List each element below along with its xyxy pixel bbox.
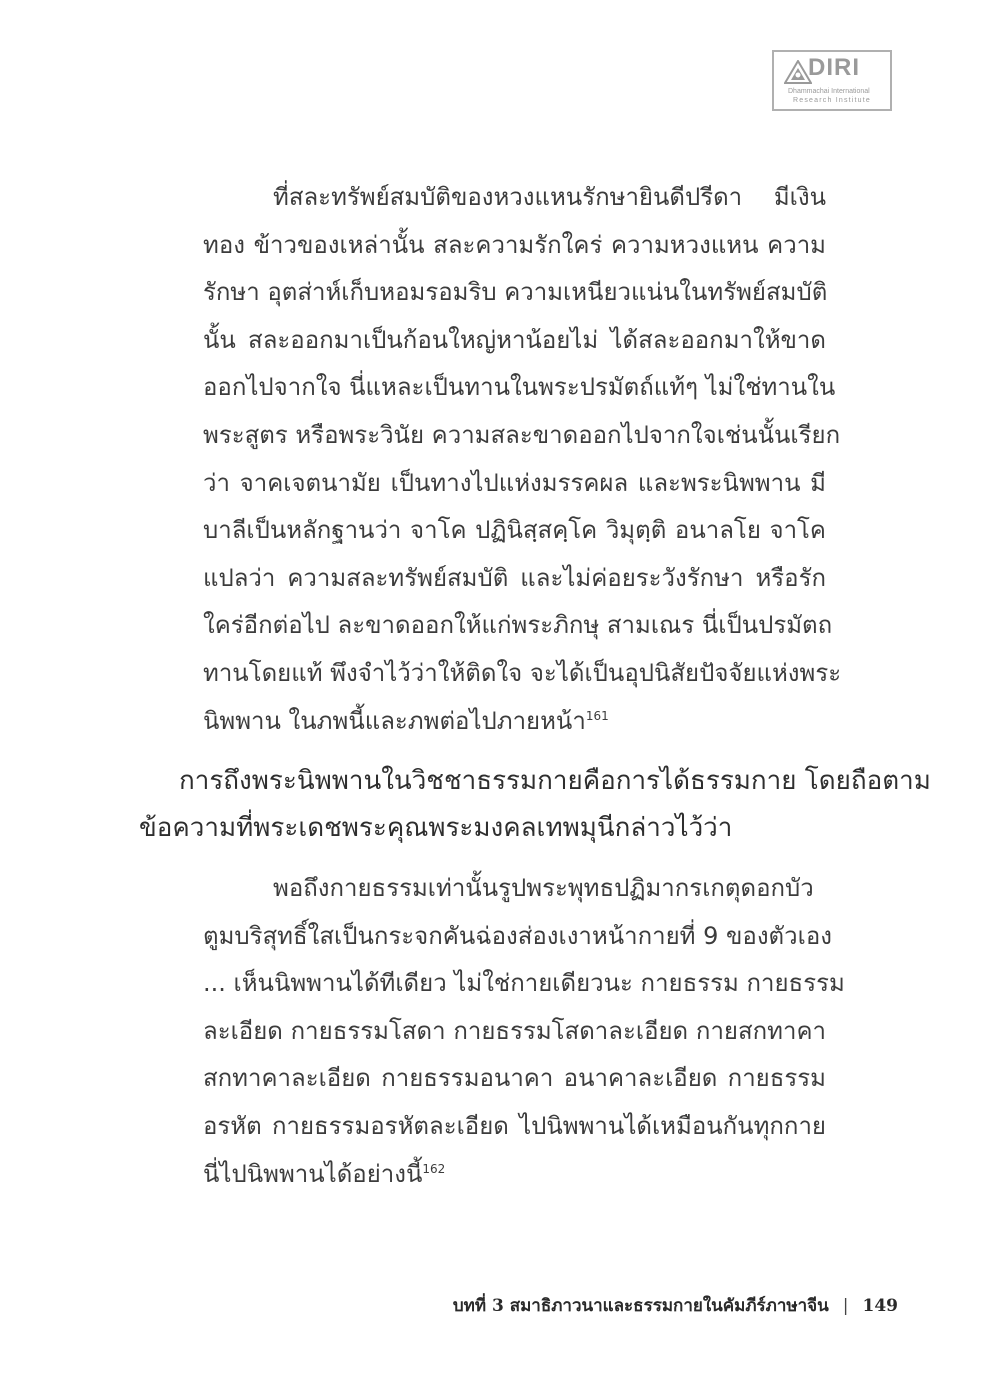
quote-line: พอถึงกายธรรมเท่านั้นรูปพระพุทธปฏิมากรเกตุดอกบัว: [273, 874, 814, 902]
chapter-title: บทที่ 3 สมาธิภาวนาและธรรมกายในคัมภีร์ภาษาจีน: [452, 1296, 829, 1316]
quote-line-text: นิพพาน ในภพนี้และภพต่อไปภายหน้า: [203, 706, 586, 735]
quote-line: บาลีเป็นหลักฐานว่า จาโค ปฏินิสฺสคฺโค วิมุตฺติ อนาลโย จาโค: [203, 516, 826, 545]
quote-line: ใคร่อีกต่อไป ละขาดออกให้แก่พระภิกษุ สามเณร นี่เป็นปรมัตถ: [203, 611, 833, 640]
quote-block-1: [203, 174, 842, 745]
logo-subtitle-line1: Dhammachai International: [788, 88, 870, 95]
body-paragraph: [139, 758, 931, 852]
quote-line: ว่า จาคเจตนามัย เป็นทางไปแห่งมรรคผล และพระนิพพาน มี: [203, 468, 826, 497]
quote-block-2: [203, 865, 845, 1198]
quote-line: รักษา อุตส่าห์เก็บหอมรอมริบ ความเหนียวแน่นในทรัพย์สมบัติ: [203, 278, 828, 307]
quote-last-line: [203, 698, 826, 746]
logo-subtitle-line2: Research Institute: [793, 97, 872, 104]
body-line: ข้อความที่พระเดชพระคุณพระมงคลเทพมุนีกล่าวไว้ว่า: [139, 813, 733, 843]
footnote-marker-162[interactable]: 162: [422, 1161, 446, 1176]
quote-line: ที่สละทรัพย์สมบัติของหวงแหนรักษายินดีปรีดา มีเงิน: [273, 183, 826, 211]
quote-line: ออกไปจากใจ นี่แหละเป็นทานในพระปรมัตถ์แท้ๆ ไม่ใช่ทานใน: [203, 373, 836, 402]
body-line: การถึงพระนิพพานในวิชชาธรรมกายคือการได้ธรรมกาย โดยถือตาม: [179, 766, 931, 796]
quote-line: สกทาคาละเอียด กายธรรมอนาคา อนาคาละเอียด กายธรรม: [203, 1064, 826, 1093]
quote-line-text: นี่ไปนิพพานได้อย่างนี้: [203, 1159, 423, 1188]
footer-separator: |: [842, 1296, 849, 1316]
quote-line: ละเอียด กายธรรมโสดา กายธรรมโสดาละเอียด กายสกทาคา: [203, 1016, 826, 1045]
quote-line: แปลว่า ความสละทรัพย์สมบัติ และไม่ค่อยระวังรักษา หรือรัก: [203, 563, 826, 592]
page-number: 149: [862, 1296, 898, 1316]
diri-logo: [772, 50, 892, 111]
page-footer: [453, 1292, 898, 1319]
logo-wordmark: DIRI: [808, 54, 860, 81]
quote-line: นั้น สละออกมาเป็นก้อนใหญ่หาน้อยไม่ ได้สละออกมาให้ขาด: [203, 325, 826, 354]
quote-last-line: [203, 1151, 826, 1199]
quote-line: ทานโดยแท้ พึงจำไว้ว่าให้ติดใจ จะได้เป็นอุปนิสัยปัจจัยแห่งพระ: [203, 658, 842, 687]
footnote-marker-161[interactable]: 161: [585, 708, 609, 723]
quote-line: ตูมบริสุทธิ์ใสเป็นกระจกคันฉ่องส่องเงาหน้ากายที่ 9 ของตัวเอง: [203, 921, 832, 950]
quote-line: ทอง ข้าวของเหล่านั้น สละความรักใคร่ ความหวงแหน ความ: [203, 230, 826, 259]
quote-line: อรหัต กายธรรมอรหัตละเอียด ไปนิพพานได้เหมือนกันทุกกาย: [203, 1111, 826, 1140]
quote-line: พระสูตร หรือพระวินัย ความสละขาดออกไปจากใจเช่นนั้นเรียก: [203, 420, 841, 449]
quote-line: ... เห็นนิพพานได้ทีเดียว ไม่ใช่กายเดียวนะ กายธรรม กายธรรม: [203, 969, 845, 998]
